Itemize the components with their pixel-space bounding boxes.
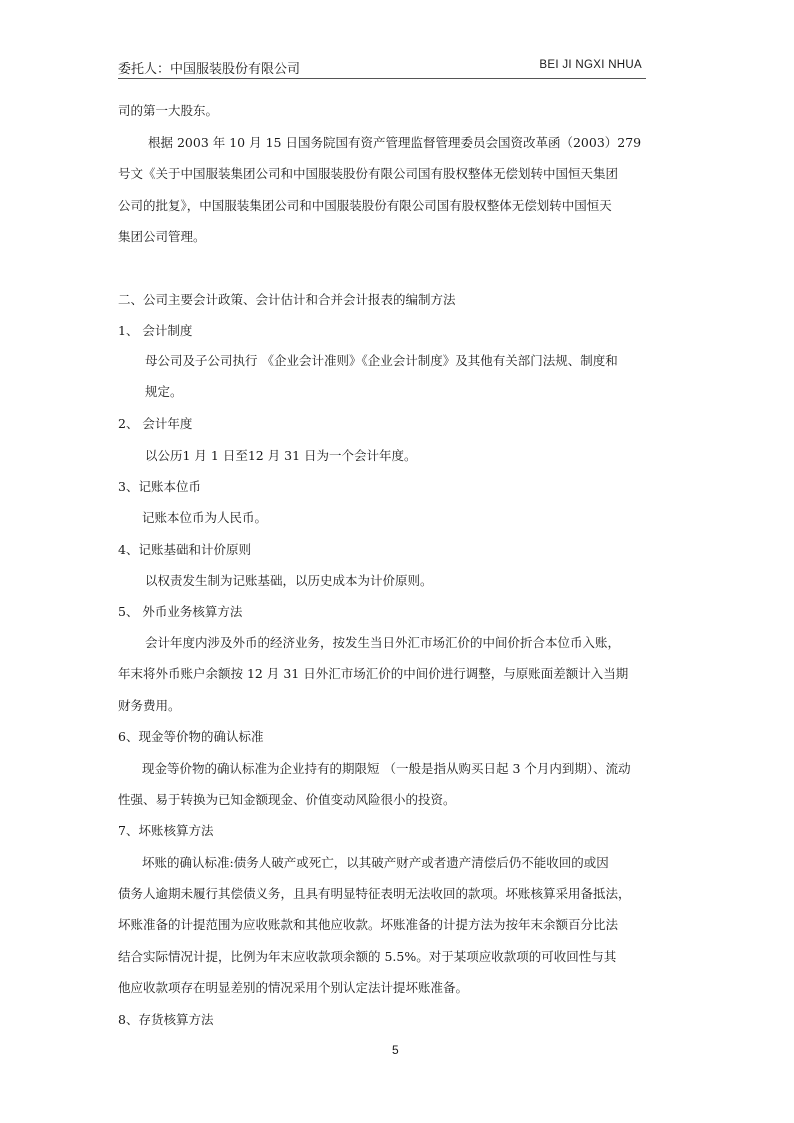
text-line: 公司的批复》，中国服装集团公司和中国服装股份有限公司国有股权整体无偿划转中国恒天 bbox=[118, 198, 612, 213]
text-line: 6、现金等价物的确认标准 bbox=[118, 729, 264, 744]
header-client: 委托人：中国服装股份有限公司 bbox=[118, 62, 301, 77]
header-firm: BEI JI NGXI NHUA bbox=[539, 59, 642, 71]
text-line: 财务费用。 bbox=[118, 698, 181, 713]
page-header bbox=[118, 58, 646, 79]
text-line: 性强、易于转换为已知金额现金、价值变动风险很小的投资。 bbox=[118, 792, 456, 807]
text-line: 会计年度内涉及外币的经济业务，按发生当日外汇市场汇价的中间价折合本位币入账， bbox=[145, 635, 621, 650]
text-line: 4、记账基础和计价原则 bbox=[118, 542, 251, 557]
text-line: 2、 会计年度 bbox=[118, 416, 193, 431]
text-line: 二、公司主要会计政策、会计估计和合并会计报表的编制方法 bbox=[118, 292, 456, 307]
text-line: 记账本位币为人民币。 bbox=[142, 510, 268, 525]
text-line: 号文《关于中国服装集团公司和中国服装股份有限公司国有股权整体无偿划转中国恒天集团 bbox=[118, 166, 619, 181]
text-line: 1、 会计制度 bbox=[118, 323, 193, 338]
text-line: 债务人逾期未履行其偿债义务，且具有明显特征表明无法收回的款项。坏账核算采用备抵法， bbox=[118, 886, 631, 901]
text-line: 司的第一大股东。 bbox=[118, 103, 219, 118]
text-line: 他应收款项存在明显差别的情况采用个别认定法计提坏账准备。 bbox=[118, 980, 469, 995]
text-line: 现金等价物的确认标准为企业持有的期限短 （一般是指从购买日起 3 个月内到期）、流动 bbox=[142, 761, 631, 776]
text-line: 规定。 bbox=[145, 384, 183, 399]
text-line: 坏账的确认标准:债务人破产或死亡，以其破产财产或者遗产清偿后仍不能收回的或因 bbox=[142, 855, 609, 870]
text-line: 3、记账本位币 bbox=[118, 479, 201, 494]
text-line: 5、 外币业务核算方法 bbox=[118, 604, 243, 619]
text-line: 母公司及子公司执行 《企业会计准则》《企业会计制度》及其他有关部门法规、制度和 bbox=[145, 353, 618, 368]
text-line: 结合实际情况计提，比例为年末应收款项余额的 5.5%。对于某项应收款项的可收回性与其 bbox=[118, 949, 617, 964]
text-line: 集团公司管理。 bbox=[118, 229, 206, 244]
text-line: 7、坏账核算方法 bbox=[118, 823, 214, 838]
text-line: 以权责发生制为记账基础，以历史成本为计价原则。 bbox=[145, 573, 433, 588]
text-line: 以公历1 月 1 日至12 月 31 日为一个会计年度。 bbox=[145, 448, 417, 463]
text-line: 年末将外币账户余额按 12 月 31 日外汇市场汇价的中间价进行调整，与原账面差额计入当期 bbox=[118, 666, 629, 681]
text-line: 坏账准备的计提范围为应收账款和其他应收款。坏账准备的计提方法为按年末余额百分比法 bbox=[118, 917, 619, 932]
text-line: 8、存货核算方法 bbox=[118, 1012, 214, 1027]
text-line: 根据 2003 年 10 月 15 日国务院国有资产管理监督管理委员会国资改革函（2003）279 bbox=[148, 135, 642, 150]
page-number: 5 bbox=[392, 1043, 399, 1057]
